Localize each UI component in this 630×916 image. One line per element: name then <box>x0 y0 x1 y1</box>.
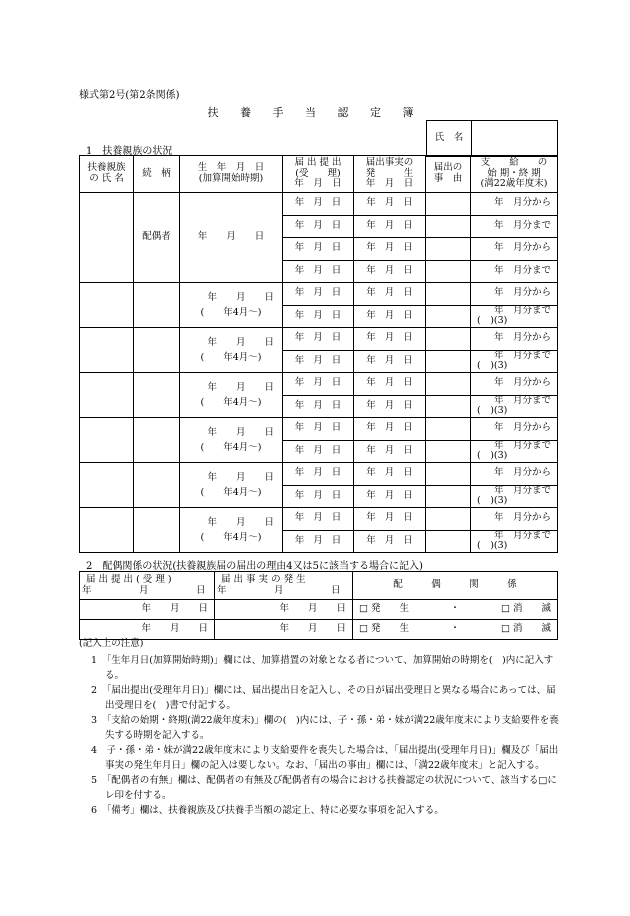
rel-status-cell[interactable]: □ 発 生 ・ □ 消 滅 <box>353 600 558 620</box>
reason-cell[interactable] <box>426 395 471 418</box>
reason-cell[interactable] <box>426 350 471 373</box>
birth-cell <box>180 283 283 328</box>
filed-date-cell[interactable]: 年 月 日 <box>283 373 354 396</box>
dependents-table <box>79 155 558 553</box>
period-until-note: ( )(3) <box>477 450 508 462</box>
header-dependent-name: 扶養親族 の 氏 名 <box>80 156 134 193</box>
birth-date-text: 年 月 日 <box>207 516 274 528</box>
period-until-cell[interactable] <box>471 305 558 328</box>
rel-filed-cell[interactable]: 年 月 日 <box>80 600 215 620</box>
child-row <box>80 328 558 351</box>
birth-date-text: 年 月 日 <box>207 426 274 438</box>
fact-date-cell[interactable]: 年 月 日 <box>354 328 426 351</box>
period-until-note: ( )(3) <box>477 540 508 552</box>
reason-cell[interactable] <box>426 530 471 553</box>
filed-date-cell[interactable]: 年 月 日 <box>283 215 354 238</box>
period-until-text: 年 月分まで <box>493 305 551 317</box>
reason-cell[interactable] <box>426 463 471 486</box>
section1-heading: 1 扶養親族の状況 <box>86 146 173 157</box>
filed-date-cell[interactable]: 年 月 日 <box>283 485 354 508</box>
dependent-name-cell[interactable] <box>80 418 134 463</box>
spouse-row <box>80 193 558 216</box>
fact-date-cell[interactable]: 年 月 日 <box>354 305 426 328</box>
note-item: 1 「生年月日(加算開始時期)」欄には、加算措置の対象となる者について、加算開始の時期を( )内に記入する。 <box>91 655 554 681</box>
cancel-checkbox[interactable]: □ 消 滅 <box>500 603 551 615</box>
cancel-checkbox[interactable]: □ 消 滅 <box>500 623 551 635</box>
birth-cell <box>180 328 283 373</box>
reason-cell[interactable] <box>426 193 471 216</box>
reason-cell[interactable] <box>426 440 471 463</box>
birth-date-text: 年 月 日 <box>207 471 274 483</box>
child-row <box>80 283 558 306</box>
fact-date-cell[interactable]: 年 月 日 <box>354 508 426 531</box>
filed-date-cell[interactable]: 年 月 日 <box>283 238 354 261</box>
period-until-text: 年 月分まで <box>493 440 551 452</box>
rel-header-row <box>80 572 558 600</box>
note-item: 3 「支給の始期・終期(満22歳年度末)」欄の( )内には、子・孫・弟・妹が満22歳年度末により支給要件を喪失する時期を記入する。 <box>91 715 559 741</box>
rel-row <box>80 600 558 620</box>
filed-date-cell[interactable]: 年 月 日 <box>283 260 354 283</box>
birth-date-text: 年 月 日 <box>207 336 274 348</box>
reason-cell[interactable] <box>426 238 471 261</box>
fact-date-cell[interactable]: 年 月 日 <box>354 530 426 553</box>
child-row <box>80 463 558 486</box>
fact-date-cell[interactable]: 年 月 日 <box>354 193 426 216</box>
header-period: 支 給 の 始 期・終 期 (満22歳年度末) <box>471 156 558 193</box>
header-relation: 続 柄 <box>134 156 180 193</box>
filed-date-cell[interactable]: 年 月 日 <box>283 328 354 351</box>
rel-fact-cell[interactable]: 年 月 日 <box>215 620 353 640</box>
period-until-text: 年 月分まで <box>493 530 551 542</box>
period-until-note: ( )(3) <box>477 360 508 372</box>
header-row <box>80 156 558 193</box>
reason-cell[interactable] <box>426 305 471 328</box>
fact-date-cell[interactable]: 年 月 日 <box>354 283 426 306</box>
fact-date-cell[interactable]: 年 月 日 <box>354 463 426 486</box>
child-row <box>80 418 558 441</box>
period-cell[interactable]: 年 月分から <box>471 238 558 261</box>
filed-date-cell[interactable]: 年 月 日 <box>283 463 354 486</box>
rel-header-filed: 届 出 提 出 ( 受 理 ) 年 月 日 <box>80 572 215 600</box>
header-reason: 届出の 事 由 <box>426 156 471 193</box>
occur-checkbox[interactable]: □ 発 生 <box>359 603 409 615</box>
reason-cell[interactable] <box>426 328 471 351</box>
period-until-text: 年 月分まで <box>493 485 551 497</box>
birth-start-text: ( 年4月～) <box>200 397 262 408</box>
period-until-cell[interactable] <box>471 395 558 418</box>
filed-date-cell[interactable]: 年 月 日 <box>283 418 354 441</box>
period-until-cell[interactable] <box>471 485 558 508</box>
birth-start-text: ( 年4月～) <box>200 487 262 498</box>
reason-cell[interactable] <box>426 485 471 508</box>
note-item: 2 「届出提出(受理年月日)」欄には、届出提出日を記入し、その日が届出受理日と異なる場合にあっては、届出受理日を( )書で付記する。 <box>91 685 556 711</box>
header-fact: 届出事実の 発 生 年 月 日 <box>354 156 426 193</box>
fact-date-cell[interactable]: 年 月 日 <box>354 395 426 418</box>
reason-cell[interactable] <box>426 373 471 396</box>
header-birth: 生 年 月 日 (加算開始時期) <box>180 156 283 193</box>
birth-start-text: ( 年4月～) <box>200 352 262 363</box>
name-label: 氏 名 <box>427 121 472 157</box>
period-from-cell[interactable]: 年 月分から <box>471 283 558 306</box>
period-until-text: 年 月分まで <box>493 350 551 362</box>
fact-date-cell[interactable]: 年 月 日 <box>354 440 426 463</box>
document-title: 扶 養 手 当 認 定 簿 <box>207 106 423 119</box>
fact-date-cell[interactable]: 年 月 日 <box>354 238 426 261</box>
birth-start-text: ( 年4月～) <box>200 532 262 543</box>
birth-cell <box>180 463 283 508</box>
fact-date-cell[interactable]: 年 月 日 <box>354 260 426 283</box>
reason-cell[interactable] <box>426 418 471 441</box>
period-until-text: 年 月分まで <box>493 395 551 407</box>
relation-cell: 配偶者 <box>134 193 180 283</box>
filed-date-cell[interactable]: 年 月 日 <box>283 395 354 418</box>
form-number-label: 様式第2号(第2条関係) <box>79 90 180 101</box>
birth-start-text: ( 年4月～) <box>200 307 262 318</box>
period-from-cell[interactable]: 年 月分から <box>471 418 558 441</box>
header-filed: 届 出 提 出 (受 理) 年 月 日 <box>283 156 354 193</box>
period-cell[interactable]: 年 月分まで <box>471 215 558 238</box>
dependent-name-cell[interactable] <box>80 328 134 373</box>
period-until-cell[interactable] <box>471 350 558 373</box>
relation-cell[interactable] <box>134 373 180 418</box>
fact-date-cell[interactable]: 年 月 日 <box>354 373 426 396</box>
relation-cell[interactable] <box>134 463 180 508</box>
period-cell[interactable]: 年 月分から <box>471 193 558 216</box>
dependent-name-cell[interactable] <box>80 508 134 553</box>
fact-date-cell[interactable]: 年 月 日 <box>354 418 426 441</box>
rel-status-cell[interactable]: □ 発 生 ・ □ 消 滅 <box>353 620 558 640</box>
rel-header-fact: 届 出 事 実 の 発 生 年 月 日 <box>215 572 353 600</box>
birth-cell <box>180 418 283 463</box>
period-until-cell[interactable] <box>471 440 558 463</box>
dependent-name-cell[interactable] <box>80 463 134 508</box>
relation-cell[interactable] <box>134 418 180 463</box>
child-row <box>80 373 558 396</box>
relation-cell[interactable] <box>134 328 180 373</box>
notes-section <box>79 636 559 818</box>
birth-date-text: 年 月 日 <box>207 291 274 303</box>
rel-fact-cell[interactable]: 年 月 日 <box>215 600 353 620</box>
filed-date-cell[interactable]: 年 月 日 <box>283 305 354 328</box>
name-box <box>426 120 558 157</box>
period-until-note: ( )(3) <box>477 405 508 417</box>
name-field[interactable] <box>472 121 558 157</box>
period-until-note: ( )(3) <box>477 315 508 327</box>
filed-date-cell[interactable]: 年 月 日 <box>283 193 354 216</box>
note-item: 5 「配偶者の有無」欄は、配偶者の有無及び配偶者有の場合における扶養認定の状況について、該当する□にレ印を付する。 <box>91 775 557 801</box>
birth-cell <box>180 508 283 553</box>
birth-cell <box>180 373 283 418</box>
filed-date-cell[interactable]: 年 月 日 <box>283 508 354 531</box>
period-from-cell[interactable]: 年 月分から <box>471 508 558 531</box>
filed-date-cell[interactable]: 年 月 日 <box>283 440 354 463</box>
fact-date-cell[interactable]: 年 月 日 <box>354 215 426 238</box>
period-cell[interactable]: 年 月分まで <box>471 260 558 283</box>
reason-cell[interactable] <box>426 283 471 306</box>
child-row <box>80 508 558 531</box>
birth-date-text: 年 月 日 <box>207 381 274 393</box>
birth-cell: 年 月 日 <box>180 193 283 283</box>
occur-checkbox[interactable]: □ 発 生 <box>359 623 409 635</box>
filed-date-cell[interactable]: 年 月 日 <box>283 283 354 306</box>
rel-header-relation: 配 偶 関 係 <box>353 572 558 600</box>
note-item: 4 子・孫・弟・妹が満22歳年度末により支給要件を喪失した場合は、「届出提出(受理年月日)」欄及び「届出事実の発生年月日」欄の記入は要しない。なお、「届出の事由」欄には、「満22歳年度末」と記入する。 <box>91 745 559 771</box>
reason-cell[interactable] <box>426 508 471 531</box>
reason-cell[interactable] <box>426 260 471 283</box>
dependent-name-cell[interactable] <box>80 373 134 418</box>
rel-filed-cell[interactable]: 年 月 日 <box>80 620 215 640</box>
reason-cell[interactable] <box>426 215 471 238</box>
filed-date-cell[interactable]: 年 月 日 <box>283 530 354 553</box>
birth-start-text: ( 年4月～) <box>200 442 262 453</box>
fact-date-cell[interactable]: 年 月 日 <box>354 485 426 508</box>
marital-status-table <box>79 571 558 640</box>
period-from-cell[interactable]: 年 月分から <box>471 328 558 351</box>
period-until-cell[interactable] <box>471 530 558 553</box>
period-from-cell[interactable]: 年 月分から <box>471 463 558 486</box>
note-item: 6 「備考」欄は、扶養親族及び扶養手当額の認定上、特に必要な事項を記入する。 <box>91 805 444 816</box>
section2-heading: 2 配偶関係の状況(扶養親族届の届出の理由4又は5に該当する場合に記入) <box>86 561 423 572</box>
relation-cell[interactable] <box>134 283 180 328</box>
dependent-name-cell[interactable] <box>80 283 134 328</box>
dependent-name-cell[interactable] <box>80 193 134 283</box>
fact-date-cell[interactable]: 年 月 日 <box>354 350 426 373</box>
period-from-cell[interactable]: 年 月分から <box>471 373 558 396</box>
filed-date-cell[interactable]: 年 月 日 <box>283 350 354 373</box>
relation-cell[interactable] <box>134 508 180 553</box>
notes-title: (記入上の注意) <box>79 638 144 649</box>
period-until-note: ( )(3) <box>477 495 508 507</box>
